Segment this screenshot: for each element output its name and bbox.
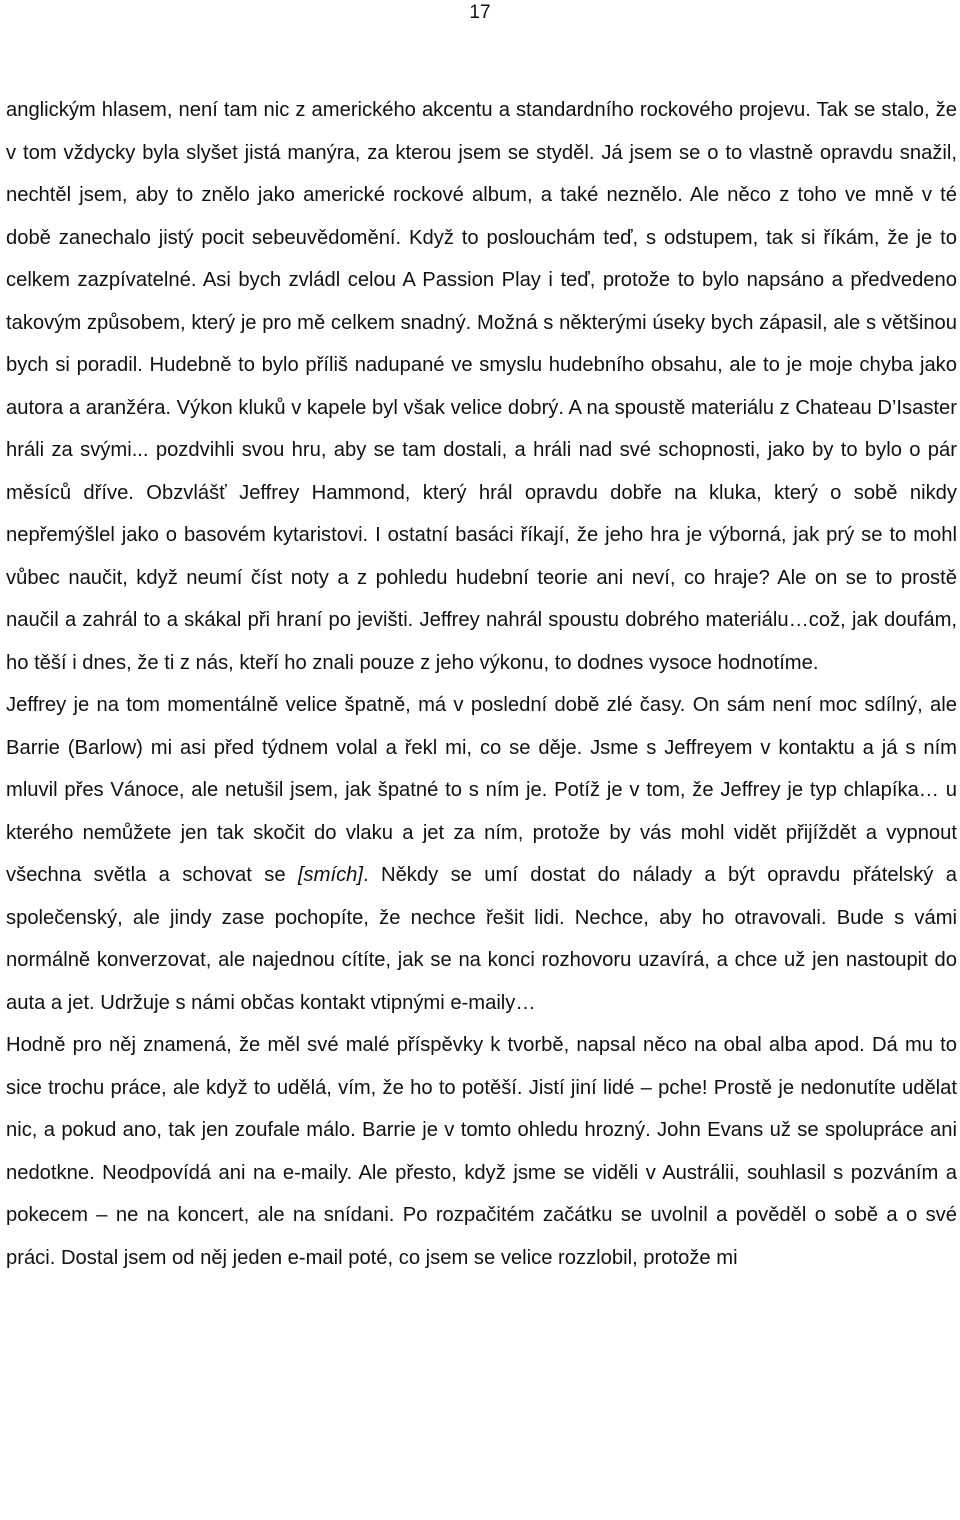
paragraph-2-text-end: . Někdy se umí dostat do nálady a být opravdu přátelský a společenský, ale jindy zase pochopíte, že nechce řešit lidi. Nechce, aby ho otravovali. Bude s vámi normálně konverzovat, ale najednou cítíte, jak se na konci rozhovoru uzavírá, a chce už jen nastoupit do auta a jet. Udržuje s námi občas kontakt vtipnými e-maily… (6, 864, 957, 1014)
document-body (6, 89, 957, 1279)
paragraph-1: anglickým hlasem, není tam nic z amerického akcentu a standardního rockového projevu. Tak se stalo, že v tom vždycky byla slyšet jistá manýra, za kterou jsem se styděl. Já jsem se o to vlastně opravdu snažil, nechtěl jsem, aby to znělo jako americké rockové album, a také neznělo. Ale něco z toho ve mně v té době zanechalo jistý pocit sebeuvědomění. Když to poslouchám teď, s odstupem, tak si říkám, že je to celkem zazpívatelné. Asi bych zvládl celou A Passion Play i teď, protože to bylo napsáno a předvedeno takovým způsobem, který je pro mě celkem snadný. Možná s některými úseky bych zápasil, ale s většinou bych si poradil. Hudebně to bylo příliš nadupané ve smyslu hudebního obsahu, ale to je moje chyba jako autora a aranžéra. Výkon kluků v kapele byl však velice dobrý. A na spoustě materiálu z Chateau D’Isaster hráli za svými... pozdvihli svou hru, aby se tam dostali, a hráli nad své schopnosti, jako by to bylo o pár měsíců dříve. Obzvlášť Jeffrey Hammond, který hrál opravdu dobře na kluka, který o sobě nikdy nepřemýšlel jako o basovém kytaristovi. I ostatní basáci říkají, že jeho hra je výborná, jak prý se to mohl vůbec naučit, když neumí číst noty a z pohledu hudební teorie ani neví, co hraje? Ale on se to prostě naučil a zahrál to a skákal při hraní po jevišti. Jeffrey nahrál spoustu dobrého materiálu…což, jak doufám, ho těší i dnes, že ti z nás, kteří ho znali pouze z jeho výkonu, to dodnes vysoce hodnotíme. (6, 99, 957, 674)
paragraph-2 (6, 684, 957, 1024)
page-number: 17 (469, 2, 491, 23)
paragraph-2-aside: [smích] (297, 864, 363, 886)
paragraph-3: Hodně pro něj znamená, že měl své malé příspěvky k tvorbě, napsal něco na obal alba apod. Dá mu to sice trochu práce, ale když to udělá, vím, že ho to potěší. Jistí jiní lidé – pche! Prostě je nedonutíte udělat nic, a pokud ano, tak jen zoufale málo. Barrie je v tomto ohledu hrozný. John Evans už se spolupráce ani nedotkne. Neodpovídá ani na e-maily. Ale přesto, když jsme se viděli v Austrálii, souhlasil s pozváním a pokecem – ne na koncert, ale na snídani. Po rozpačitém začátku se uvolnil a pověděl o sobě a o své práci. Dostal jsem od něj jeden e-mail poté, co jsem se velice rozzlobil, protože mi (6, 1034, 957, 1269)
paragraph-2-text-start: Jeffrey je na tom momentálně velice špatně, má v poslední době zlé časy. On sám není moc sdílný, ale Barrie (Barlow) mi asi před týdnem volal a řekl mi, co se děje. Jsme s Jeffreyem v kontaktu a já s ním mluvil přes Vánoce, ale netušil jsem, jak špatné to s ním je. Potíž je v tom, že Jeffrey je typ chlapíka… u kterého nemůžete jen tak skočit do vlaku a jet za ním, protože by vás mohl vidět přijíždět a vypnout všechna světla a schovat se (6, 694, 957, 886)
